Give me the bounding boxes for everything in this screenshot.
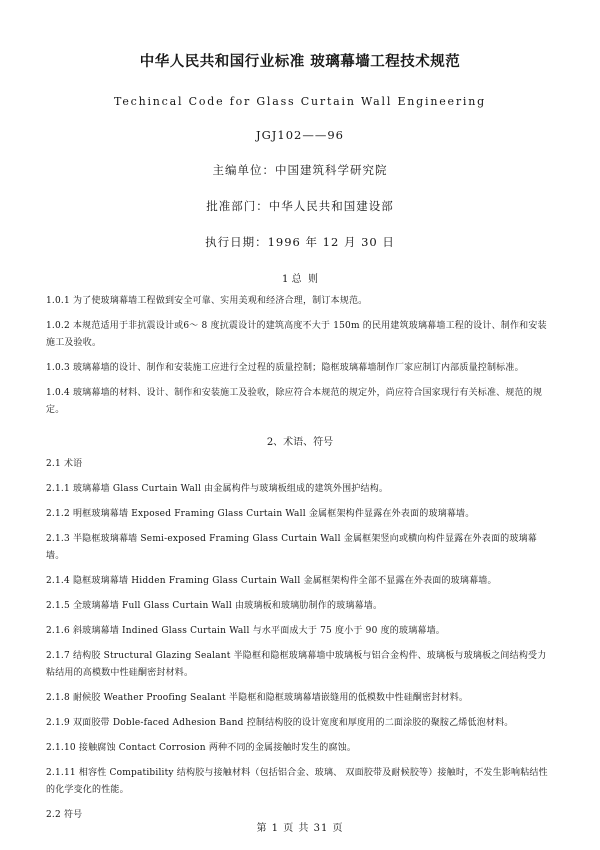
term-paragraph: 2.1.3 半隐框玻璃幕墙 Semi-exposed Framing Glass Curtain Wall 金属框架竖向或横向构件显露在外表面的玻璃幕墙。 [46,534,537,561]
term-paragraph: 2.1.5 全玻璃幕墙 Full Glass Curtain Wall 由玻璃板和玻璃肋制作的玻璃幕墙。 [46,601,383,611]
document-title: 中华人民共和国行业标准 玻璃幕墙工程技术规范 [139,53,461,70]
chapter-2-heading: 2、术语、符号 [266,437,334,448]
term-paragraph: 2.1.4 隐框玻璃幕墙 Hidden Framing Glass Curtain Wall 金属框架构件全部不显露在外表面的玻璃幕墙。 [46,576,497,586]
approval-dept-line: 批准部门：中华人民共和国建设部 [206,199,394,213]
section-2-1-heading: 2.1 术语 [46,459,83,469]
clause-paragraph: 1.0.1 为了使玻璃幕墙工程做到安全可靠、实用美观和经济合理，制订本规范。 [46,296,368,306]
term-paragraph: 2.1.11 相容性 Compatibility 结构胶与接触材料（包括铝合金、玻璃、 双面胶带及耐候胶等）接触时，不发生影响粘结性的化学变化的性能。 [46,768,548,795]
chapter-1-heading: 1 总 则 [282,274,318,285]
term-paragraph: 2.1.6 斜玻璃幕墙 Indined Glass Curtain Wall 与水平面成大于 75 度小于 90 度的玻璃幕墙。 [46,626,445,636]
clause-paragraph: 1.0.4 玻璃幕墙的材料、设计、制作和安装施工及验收，除应符合本规范的规定外，尚应符合国家现行有关标准、规范的规定。 [46,388,543,415]
clause-paragraph: 1.0.3 玻璃幕墙的设计、制作和安装施工应进行全过程的质量控制；隐框玻璃幕墙制作厂家应制订内部质量控制标准。 [46,363,524,373]
term-paragraph: 2.1.10 接触腐蚀 Contact Corrosion 两种不同的金属接触时发生的腐蚀。 [46,743,357,753]
term-paragraph: 2.1.1 玻璃幕墙 Glass Curtain Wall 由金属构件与玻璃板组成的建筑外围护结构。 [46,484,389,494]
term-paragraph: 2.1.2 明框玻璃幕墙 Exposed Framing Glass Curtain Wall 金属框架构件显露在外表面的玻璃幕墙。 [46,509,475,519]
effective-date-line: 执行日期：1996 年 12 月 30 日 [205,235,395,249]
standard-code: JGJ102——96 [256,128,344,142]
term-paragraph: 2.1.7 结构胶 Structural Glazing Sealant 半隐框和隐框玻璃幕墙中玻璃板与铝合金构件、玻璃板与玻璃板之间结构受力粘结用的高模数中性硅酮密封材料。 [46,651,547,678]
document-subtitle-english: Techincal Code for Glass Curtain Wall Engineering [114,95,486,108]
term-paragraph: 2.1.9 双面胶带 Doble-faced Adhesion Band 控制结构胶的设计宽度和厚度用的二面涂胶的聚胺乙烯低泡材料。 [46,718,514,728]
page-number-indicator: 第 1 页 共 31 页 [256,823,344,834]
term-paragraph: 2.1.8 耐候胶 Weather Proofing Sealant 半隐框和隐框玻璃幕墙嵌缝用的低模数中性硅酮密封材料。 [46,693,469,703]
section-2-2-heading: 2.2 符号 [46,810,83,820]
clause-paragraph: 1.0.2 本规范适用于非抗震设计或6～ 8 度抗震设计的建筑高度不大于 150m 的民用建筑玻璃幕墙工程的设计、制作和安装施工及验收。 [46,321,547,348]
chief-editor-line: 主编单位：中国建筑科学研究院 [212,163,388,177]
